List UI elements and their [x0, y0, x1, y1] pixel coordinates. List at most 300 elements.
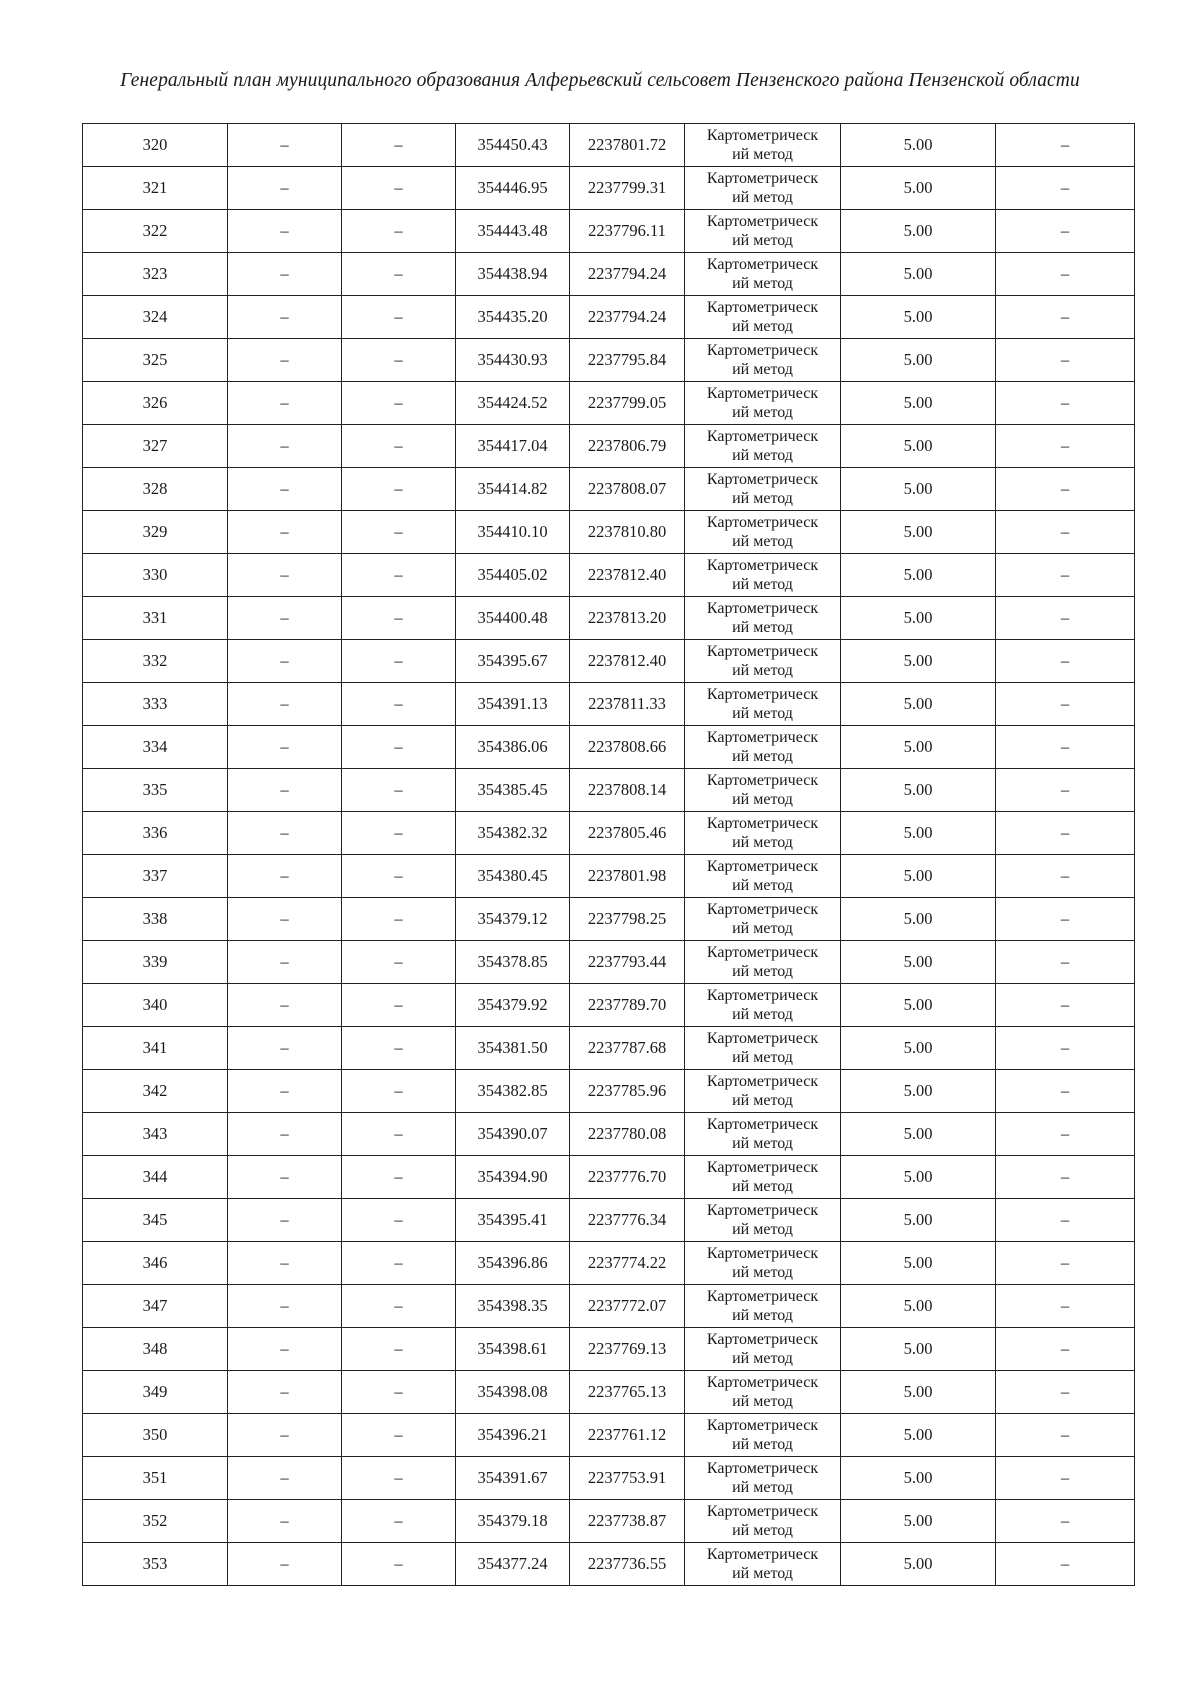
empty-value-cell: – — [342, 769, 456, 812]
table-row — [83, 554, 1135, 597]
coordinate-y-cell: 2237811.33 — [570, 683, 685, 726]
accuracy-cell: 5.00 — [841, 210, 996, 253]
method-cell — [685, 1457, 841, 1500]
empty-value-cell: – — [228, 1199, 342, 1242]
empty-value-cell: – — [342, 511, 456, 554]
method-text-line-2: ий метод — [732, 232, 793, 249]
method-text-line-1: Картометрическ — [706, 858, 819, 875]
point-number-cell: 348 — [83, 1328, 228, 1371]
method-text-line-1: Картометрическ — [706, 815, 819, 832]
coordinate-x-cell: 354390.07 — [456, 1113, 570, 1156]
point-number-cell: 342 — [83, 1070, 228, 1113]
coordinate-x-cell: 354395.67 — [456, 640, 570, 683]
table-row — [83, 167, 1135, 210]
accuracy-cell: 5.00 — [841, 1457, 996, 1500]
table-row — [83, 769, 1135, 812]
empty-value-cell: – — [228, 683, 342, 726]
coordinate-y-cell: 2237769.13 — [570, 1328, 685, 1371]
table-row — [83, 296, 1135, 339]
point-number-cell: 334 — [83, 726, 228, 769]
point-number-cell: 328 — [83, 468, 228, 511]
coordinate-y-cell: 2237772.07 — [570, 1285, 685, 1328]
method-text-line-1: Картометрическ — [706, 1202, 819, 1219]
empty-value-cell: – — [342, 425, 456, 468]
method-text-line-1: Картометрическ — [706, 256, 819, 273]
method-cell — [685, 296, 841, 339]
method-text-line-2: ий метод — [732, 1092, 793, 1109]
empty-value-cell: – — [342, 339, 456, 382]
point-number-cell: 320 — [83, 124, 228, 167]
empty-value-cell: – — [342, 898, 456, 941]
method-text-line-2: ий метод — [732, 1135, 793, 1152]
empty-value-cell: – — [996, 640, 1135, 683]
coordinate-y-cell: 2237736.55 — [570, 1543, 685, 1586]
empty-value-cell: – — [342, 1328, 456, 1371]
point-number-cell: 321 — [83, 167, 228, 210]
method-cell — [685, 941, 841, 984]
coordinate-y-cell: 2237812.40 — [570, 554, 685, 597]
point-number-cell: 332 — [83, 640, 228, 683]
empty-value-cell: – — [228, 1543, 342, 1586]
coordinate-y-cell: 2237801.98 — [570, 855, 685, 898]
point-number-cell: 343 — [83, 1113, 228, 1156]
coordinate-y-cell: 2237808.07 — [570, 468, 685, 511]
empty-value-cell: – — [342, 640, 456, 683]
method-text-line-2: ий метод — [732, 1221, 793, 1238]
coordinate-x-cell: 354414.82 — [456, 468, 570, 511]
empty-value-cell: – — [228, 769, 342, 812]
coordinate-y-cell: 2237799.31 — [570, 167, 685, 210]
coordinate-y-cell: 2237808.14 — [570, 769, 685, 812]
empty-value-cell: – — [342, 124, 456, 167]
point-number-cell: 347 — [83, 1285, 228, 1328]
method-text-line-1: Картометрическ — [706, 1030, 819, 1047]
method-cell — [685, 640, 841, 683]
empty-value-cell: – — [228, 1414, 342, 1457]
empty-value-cell: – — [342, 1113, 456, 1156]
method-cell — [685, 382, 841, 425]
method-text-line-2: ий метод — [732, 275, 793, 292]
method-cell — [685, 1027, 841, 1070]
coordinate-y-cell: 2237789.70 — [570, 984, 685, 1027]
empty-value-cell: – — [228, 984, 342, 1027]
method-text-line-2: ий метод — [732, 447, 793, 464]
point-number-cell: 345 — [83, 1199, 228, 1242]
method-cell — [685, 253, 841, 296]
page-header: Генеральный план муниципального образования Алферьевский сельсовет Пензенского района Пензенской области — [120, 70, 1080, 91]
empty-value-cell: – — [342, 468, 456, 511]
method-text-line-1: Картометрическ — [706, 643, 819, 660]
method-text-line-2: ий метод — [732, 1393, 793, 1410]
accuracy-cell: 5.00 — [841, 812, 996, 855]
accuracy-cell: 5.00 — [841, 124, 996, 167]
accuracy-cell: 5.00 — [841, 296, 996, 339]
empty-value-cell: – — [228, 855, 342, 898]
empty-value-cell: – — [996, 726, 1135, 769]
method-text-line-2: ий метод — [732, 1006, 793, 1023]
empty-value-cell: – — [228, 941, 342, 984]
table-row — [83, 1457, 1135, 1500]
accuracy-cell: 5.00 — [841, 511, 996, 554]
accuracy-cell: 5.00 — [841, 1070, 996, 1113]
empty-value-cell: – — [996, 1242, 1135, 1285]
method-cell — [685, 1199, 841, 1242]
empty-value-cell: – — [228, 812, 342, 855]
accuracy-cell: 5.00 — [841, 726, 996, 769]
empty-value-cell: – — [996, 1414, 1135, 1457]
method-text-line-1: Картометрическ — [706, 514, 819, 531]
empty-value-cell: – — [996, 1371, 1135, 1414]
accuracy-cell: 5.00 — [841, 1156, 996, 1199]
coordinate-y-cell: 2237813.20 — [570, 597, 685, 640]
table-row — [83, 1500, 1135, 1543]
method-text-line-2: ий метод — [732, 1307, 793, 1324]
coordinate-x-cell: 354379.12 — [456, 898, 570, 941]
accuracy-cell: 5.00 — [841, 1242, 996, 1285]
coordinate-x-cell: 354394.90 — [456, 1156, 570, 1199]
method-text-line-1: Картометрическ — [706, 600, 819, 617]
method-cell — [685, 1543, 841, 1586]
point-number-cell: 351 — [83, 1457, 228, 1500]
table-row — [83, 1027, 1135, 1070]
empty-value-cell: – — [342, 210, 456, 253]
empty-value-cell: – — [228, 726, 342, 769]
empty-value-cell: – — [996, 769, 1135, 812]
coordinate-y-cell: 2237801.72 — [570, 124, 685, 167]
empty-value-cell: – — [996, 382, 1135, 425]
point-number-cell: 344 — [83, 1156, 228, 1199]
coordinate-y-cell: 2237753.91 — [570, 1457, 685, 1500]
accuracy-cell: 5.00 — [841, 640, 996, 683]
point-number-cell: 324 — [83, 296, 228, 339]
point-number-cell: 333 — [83, 683, 228, 726]
accuracy-cell: 5.00 — [841, 167, 996, 210]
method-text-line-2: ий метод — [732, 791, 793, 808]
empty-value-cell: – — [342, 296, 456, 339]
coordinate-y-cell: 2237776.34 — [570, 1199, 685, 1242]
empty-value-cell: – — [228, 640, 342, 683]
table-row — [83, 1242, 1135, 1285]
empty-value-cell: – — [228, 167, 342, 210]
coordinate-x-cell: 354396.86 — [456, 1242, 570, 1285]
empty-value-cell: – — [342, 855, 456, 898]
point-number-cell: 350 — [83, 1414, 228, 1457]
coordinate-x-cell: 354398.61 — [456, 1328, 570, 1371]
empty-value-cell: – — [228, 1371, 342, 1414]
table-row — [83, 382, 1135, 425]
empty-value-cell: – — [996, 941, 1135, 984]
method-cell — [685, 1414, 841, 1457]
coordinate-y-cell: 2237761.12 — [570, 1414, 685, 1457]
accuracy-cell: 5.00 — [841, 597, 996, 640]
method-text-line-1: Картометрическ — [706, 772, 819, 789]
coordinates-table — [82, 123, 1135, 1586]
method-text-line-2: ий метод — [732, 361, 793, 378]
empty-value-cell: – — [342, 941, 456, 984]
table-row — [83, 855, 1135, 898]
coordinate-x-cell: 354438.94 — [456, 253, 570, 296]
method-text-line-2: ий метод — [732, 1479, 793, 1496]
coordinate-y-cell: 2237799.05 — [570, 382, 685, 425]
table-row — [83, 1285, 1135, 1328]
method-text-line-2: ий метод — [732, 1436, 793, 1453]
table-row — [83, 898, 1135, 941]
method-cell — [685, 1242, 841, 1285]
empty-value-cell: – — [228, 898, 342, 941]
table-row — [83, 1156, 1135, 1199]
empty-value-cell: – — [228, 1285, 342, 1328]
empty-value-cell: – — [996, 683, 1135, 726]
empty-value-cell: – — [996, 1199, 1135, 1242]
method-text-line-1: Картометрическ — [706, 557, 819, 574]
point-number-cell: 336 — [83, 812, 228, 855]
method-text-line-2: ий метод — [732, 1350, 793, 1367]
point-number-cell: 339 — [83, 941, 228, 984]
method-cell — [685, 683, 841, 726]
coordinate-y-cell: 2237795.84 — [570, 339, 685, 382]
empty-value-cell: – — [996, 1543, 1135, 1586]
method-cell — [685, 769, 841, 812]
method-text-line-1: Картометрическ — [706, 428, 819, 445]
method-text-line-1: Картометрическ — [706, 729, 819, 746]
coordinate-x-cell: 354395.41 — [456, 1199, 570, 1242]
coordinate-y-cell: 2237774.22 — [570, 1242, 685, 1285]
empty-value-cell: – — [342, 984, 456, 1027]
coordinate-x-cell: 354405.02 — [456, 554, 570, 597]
empty-value-cell: – — [996, 984, 1135, 1027]
empty-value-cell: – — [996, 339, 1135, 382]
point-number-cell: 331 — [83, 597, 228, 640]
empty-value-cell: – — [996, 468, 1135, 511]
empty-value-cell: – — [228, 511, 342, 554]
empty-value-cell: – — [228, 1156, 342, 1199]
coordinate-y-cell: 2237796.11 — [570, 210, 685, 253]
empty-value-cell: – — [228, 339, 342, 382]
method-text-line-1: Картометрическ — [706, 686, 819, 703]
method-text-line-1: Картометрическ — [706, 1159, 819, 1176]
coordinate-y-cell: 2237793.44 — [570, 941, 685, 984]
method-cell — [685, 855, 841, 898]
method-cell — [685, 1113, 841, 1156]
empty-value-cell: – — [342, 1242, 456, 1285]
method-cell — [685, 167, 841, 210]
empty-value-cell: – — [996, 1156, 1135, 1199]
empty-value-cell: – — [996, 167, 1135, 210]
point-number-cell: 330 — [83, 554, 228, 597]
table-row — [83, 253, 1135, 296]
method-text-line-1: Картометрическ — [706, 1245, 819, 1262]
method-cell — [685, 339, 841, 382]
accuracy-cell: 5.00 — [841, 382, 996, 425]
method-text-line-1: Картометрическ — [706, 1331, 819, 1348]
empty-value-cell: – — [996, 1027, 1135, 1070]
accuracy-cell: 5.00 — [841, 1199, 996, 1242]
accuracy-cell: 5.00 — [841, 1285, 996, 1328]
method-text-line-1: Картометрическ — [706, 1546, 819, 1563]
empty-value-cell: – — [342, 1500, 456, 1543]
coordinate-x-cell: 354424.52 — [456, 382, 570, 425]
point-number-cell: 346 — [83, 1242, 228, 1285]
method-text-line-2: ий метод — [732, 834, 793, 851]
empty-value-cell: – — [996, 1285, 1135, 1328]
coordinate-x-cell: 354385.45 — [456, 769, 570, 812]
method-text-line-2: ий метод — [732, 619, 793, 636]
method-cell — [685, 812, 841, 855]
method-text-line-2: ий метод — [732, 662, 793, 679]
method-cell — [685, 1500, 841, 1543]
method-cell — [685, 1328, 841, 1371]
method-cell — [685, 468, 841, 511]
method-cell — [685, 898, 841, 941]
empty-value-cell: – — [996, 855, 1135, 898]
coordinate-x-cell: 354435.20 — [456, 296, 570, 339]
coordinate-x-cell: 354400.48 — [456, 597, 570, 640]
table-row — [83, 1113, 1135, 1156]
method-cell — [685, 1070, 841, 1113]
method-cell — [685, 554, 841, 597]
accuracy-cell: 5.00 — [841, 769, 996, 812]
empty-value-cell: – — [228, 1027, 342, 1070]
empty-value-cell: – — [342, 1414, 456, 1457]
empty-value-cell: – — [342, 253, 456, 296]
method-text-line-2: ий метод — [732, 318, 793, 335]
method-text-line-1: Картометрическ — [706, 1288, 819, 1305]
empty-value-cell: – — [996, 554, 1135, 597]
method-text-line-2: ий метод — [732, 533, 793, 550]
coordinate-x-cell: 354430.93 — [456, 339, 570, 382]
coordinate-x-cell: 354398.35 — [456, 1285, 570, 1328]
table-row — [83, 1543, 1135, 1586]
empty-value-cell: – — [228, 1113, 342, 1156]
method-text-line-1: Картометрическ — [706, 342, 819, 359]
table-row — [83, 726, 1135, 769]
method-text-line-1: Картометрическ — [706, 127, 819, 144]
method-text-line-1: Картометрическ — [706, 471, 819, 488]
empty-value-cell: – — [996, 253, 1135, 296]
empty-value-cell: – — [342, 1027, 456, 1070]
empty-value-cell: – — [228, 124, 342, 167]
coordinate-x-cell: 354379.92 — [456, 984, 570, 1027]
method-cell — [685, 597, 841, 640]
method-text-line-2: ий метод — [732, 490, 793, 507]
accuracy-cell: 5.00 — [841, 1500, 996, 1543]
accuracy-cell: 5.00 — [841, 339, 996, 382]
method-text-line-2: ий метод — [732, 1565, 793, 1582]
point-number-cell: 327 — [83, 425, 228, 468]
table-row — [83, 941, 1135, 984]
method-text-line-2: ий метод — [732, 748, 793, 765]
table-row — [83, 425, 1135, 468]
coordinate-x-cell: 354450.43 — [456, 124, 570, 167]
accuracy-cell: 5.00 — [841, 468, 996, 511]
table-row — [83, 339, 1135, 382]
empty-value-cell: – — [228, 425, 342, 468]
empty-value-cell: – — [228, 296, 342, 339]
method-text-line-1: Картометрическ — [706, 170, 819, 187]
accuracy-cell: 5.00 — [841, 253, 996, 296]
method-text-line-1: Картометрическ — [706, 987, 819, 1004]
empty-value-cell: – — [228, 1500, 342, 1543]
table-row — [83, 1328, 1135, 1371]
point-number-cell: 352 — [83, 1500, 228, 1543]
point-number-cell: 335 — [83, 769, 228, 812]
empty-value-cell: – — [228, 554, 342, 597]
table-row — [83, 1414, 1135, 1457]
empty-value-cell: – — [342, 1285, 456, 1328]
table-row — [83, 511, 1135, 554]
coordinate-x-cell: 354382.32 — [456, 812, 570, 855]
empty-value-cell: – — [228, 253, 342, 296]
point-number-cell: 349 — [83, 1371, 228, 1414]
coordinate-x-cell: 354396.21 — [456, 1414, 570, 1457]
method-text-line-2: ий метод — [732, 404, 793, 421]
coordinate-x-cell: 354386.06 — [456, 726, 570, 769]
empty-value-cell: – — [996, 425, 1135, 468]
empty-value-cell: – — [996, 296, 1135, 339]
point-number-cell: 329 — [83, 511, 228, 554]
coordinate-x-cell: 354378.85 — [456, 941, 570, 984]
method-text-line-1: Картометрическ — [706, 1116, 819, 1133]
point-number-cell: 325 — [83, 339, 228, 382]
empty-value-cell: – — [228, 1070, 342, 1113]
coordinate-x-cell: 354391.67 — [456, 1457, 570, 1500]
empty-value-cell: – — [342, 1156, 456, 1199]
empty-value-cell: – — [342, 597, 456, 640]
method-text-line-2: ий метод — [732, 920, 793, 937]
coordinate-x-cell: 354391.13 — [456, 683, 570, 726]
coordinate-y-cell: 2237794.24 — [570, 296, 685, 339]
coordinate-x-cell: 354410.10 — [456, 511, 570, 554]
method-text-line-2: ий метод — [732, 705, 793, 722]
method-cell — [685, 124, 841, 167]
method-text-line-1: Картометрическ — [706, 213, 819, 230]
accuracy-cell: 5.00 — [841, 941, 996, 984]
coordinate-x-cell: 354381.50 — [456, 1027, 570, 1070]
method-text-line-1: Картометрическ — [706, 1073, 819, 1090]
coordinate-x-cell: 354446.95 — [456, 167, 570, 210]
empty-value-cell: – — [342, 726, 456, 769]
method-text-line-2: ий метод — [732, 1522, 793, 1539]
empty-value-cell: – — [996, 210, 1135, 253]
coordinate-y-cell: 2237805.46 — [570, 812, 685, 855]
method-text-line-1: Картометрическ — [706, 1460, 819, 1477]
point-number-cell: 340 — [83, 984, 228, 1027]
coordinate-y-cell: 2237738.87 — [570, 1500, 685, 1543]
coordinate-x-cell: 354377.24 — [456, 1543, 570, 1586]
coordinate-x-cell: 354417.04 — [456, 425, 570, 468]
accuracy-cell: 5.00 — [841, 855, 996, 898]
empty-value-cell: – — [342, 812, 456, 855]
table-row — [83, 984, 1135, 1027]
method-cell — [685, 984, 841, 1027]
table-row — [83, 1199, 1135, 1242]
empty-value-cell: – — [342, 1457, 456, 1500]
accuracy-cell: 5.00 — [841, 1414, 996, 1457]
empty-value-cell: – — [996, 511, 1135, 554]
coordinate-y-cell: 2237776.70 — [570, 1156, 685, 1199]
accuracy-cell: 5.00 — [841, 984, 996, 1027]
point-number-cell: 323 — [83, 253, 228, 296]
method-text-line-1: Картометрическ — [706, 1374, 819, 1391]
empty-value-cell: – — [228, 210, 342, 253]
table-row — [83, 210, 1135, 253]
coordinate-x-cell: 354379.18 — [456, 1500, 570, 1543]
coordinate-y-cell: 2237785.96 — [570, 1070, 685, 1113]
empty-value-cell: – — [342, 554, 456, 597]
empty-value-cell: – — [228, 1328, 342, 1371]
method-text-line-1: Картометрическ — [706, 901, 819, 918]
empty-value-cell: – — [342, 1543, 456, 1586]
